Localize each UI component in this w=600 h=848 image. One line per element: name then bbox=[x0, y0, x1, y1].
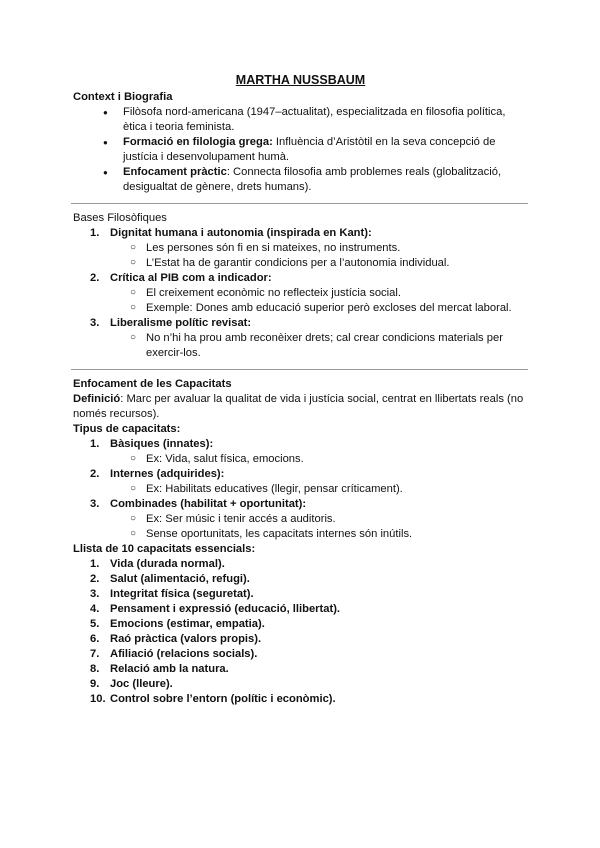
item-number: 3. bbox=[90, 588, 100, 600]
sub-list bbox=[110, 482, 528, 497]
list-item bbox=[103, 105, 528, 135]
definition-label: Definició bbox=[73, 393, 121, 405]
list-item bbox=[90, 316, 528, 361]
item-number: 2. bbox=[90, 573, 100, 585]
item-text: Pensament i expressió (educació, llibertat). bbox=[110, 603, 341, 615]
section-heading-bases: Bases Filosòfiques bbox=[73, 212, 167, 224]
item-title: Dignitat humana i autonomia (inspirada en Kant): bbox=[110, 227, 372, 239]
item-number: 6. bbox=[90, 633, 100, 645]
item-number: 2. bbox=[90, 468, 100, 480]
list-item bbox=[90, 647, 528, 662]
sub-item: ○ L’Estat ha de garantir condicions per a l’autonomia individual. bbox=[130, 256, 528, 271]
item-number: 4. bbox=[90, 603, 100, 615]
definition-text: : Marc per avaluar la qualitat de vida i justícia social, centrat en llibertats reals (no només recursos). bbox=[73, 393, 524, 420]
sub-list bbox=[110, 452, 528, 467]
item-text: Influència d’Aristòtil en la seva concepció de justícia i desenvolupament humà. bbox=[123, 136, 496, 163]
definition bbox=[73, 392, 528, 422]
list-item bbox=[90, 662, 528, 677]
list-item bbox=[90, 572, 528, 587]
page-title: MARTHA NUSSBAUM bbox=[235, 73, 366, 87]
list-item bbox=[103, 135, 528, 165]
sub-item: ○ Ex: Habilitats educatives (llegir, pensar críticament). bbox=[130, 482, 528, 497]
item-text: Control sobre l’entorn (polític i econòmic). bbox=[110, 693, 336, 705]
item-number: 1. bbox=[90, 227, 100, 239]
section-heading-context: Context i Biografia bbox=[73, 91, 173, 103]
item-number: 5. bbox=[90, 618, 100, 630]
section-heading-capacitats: Enfocament de les Capacitats bbox=[73, 378, 232, 390]
item-number: 2. bbox=[90, 272, 100, 284]
divider bbox=[71, 369, 528, 370]
item-text: Joc (lleure). bbox=[110, 678, 173, 690]
types-heading: Tipus de capacitats: bbox=[73, 423, 181, 435]
sub-item: ○ Exemple: Dones amb educació superior però excloses del mercat laboral. bbox=[130, 301, 528, 316]
sub-list bbox=[110, 286, 528, 316]
sub-list bbox=[110, 331, 528, 361]
list-item bbox=[90, 602, 528, 617]
item-number: 10. bbox=[90, 693, 106, 705]
sub-item: ○ Les persones són fi en si mateixes, no instruments. bbox=[130, 241, 528, 256]
divider bbox=[71, 203, 528, 204]
list-item bbox=[90, 677, 528, 692]
sub-item: ○ No n’hi ha prou amb reconèixer drets; cal crear condicions materials per exercir-los. bbox=[130, 331, 528, 361]
item-number: 8. bbox=[90, 663, 100, 675]
sub-list bbox=[110, 241, 528, 271]
types-list bbox=[73, 437, 528, 542]
item-bold: Formació en filologia grega: bbox=[123, 136, 273, 148]
item-title: Crítica al PIB com a indicador: bbox=[110, 272, 272, 284]
sub-item: ○ Sense oportunitats, les capacitats internes són inútils. bbox=[130, 527, 528, 542]
item-number: 9. bbox=[90, 678, 100, 690]
item-text: Filòsofa nord-americana (1947–actualitat), especialitzada en filosofia política, ètica i teoria feminista. bbox=[123, 106, 506, 133]
list-heading: Llista de 10 capacitats essencials: bbox=[73, 543, 256, 555]
item-title: Internes (adquirides): bbox=[110, 468, 225, 480]
item-title: Bàsiques (innates): bbox=[110, 438, 214, 450]
list-item bbox=[90, 467, 528, 497]
item-title: Combinades (habilitat + oportunitat): bbox=[110, 498, 307, 510]
item-number: 1. bbox=[90, 558, 100, 570]
list-item bbox=[90, 632, 528, 647]
item-text: Salut (alimentació, refugi). bbox=[110, 573, 250, 585]
item-number: 1. bbox=[90, 438, 100, 450]
sub-item: ○ Ex: Vida, salut física, emocions. bbox=[130, 452, 528, 467]
capabilities-list bbox=[73, 557, 528, 707]
list-item bbox=[90, 271, 528, 316]
bases-list bbox=[73, 226, 528, 361]
item-number: 3. bbox=[90, 498, 100, 510]
item-number: 3. bbox=[90, 317, 100, 329]
list-item bbox=[90, 557, 528, 572]
context-list bbox=[73, 105, 528, 195]
item-number: 7. bbox=[90, 648, 100, 660]
list-item bbox=[90, 226, 528, 271]
list-item bbox=[103, 165, 528, 195]
document-page bbox=[73, 72, 528, 707]
item-text: Vida (durada normal). bbox=[110, 558, 225, 570]
list-item bbox=[90, 617, 528, 632]
item-text: Raó pràctica (valors propis). bbox=[110, 633, 262, 645]
list-item bbox=[90, 437, 528, 467]
item-text: Afiliació (relacions socials). bbox=[110, 648, 258, 660]
sub-item: ○ Ex: Ser músic i tenir accés a auditoris. bbox=[130, 512, 528, 527]
item-title: Liberalisme polític revisat: bbox=[110, 317, 252, 329]
item-text: Emocions (estimar, empatia). bbox=[110, 618, 265, 630]
list-item bbox=[90, 587, 528, 602]
sub-list bbox=[110, 512, 528, 542]
item-text: Relació amb la natura. bbox=[110, 663, 229, 675]
list-item bbox=[90, 497, 528, 542]
sub-item: ○ El creixement econòmic no reflecteix justícia social. bbox=[130, 286, 528, 301]
list-item bbox=[90, 692, 528, 707]
item-text: : Connecta filosofia amb problemes reals (globalització, desigualtat de gènere, drets humans). bbox=[123, 166, 502, 193]
item-text: Integritat física (seguretat). bbox=[110, 588, 254, 600]
item-bold: Enfocament pràctic bbox=[123, 166, 227, 178]
